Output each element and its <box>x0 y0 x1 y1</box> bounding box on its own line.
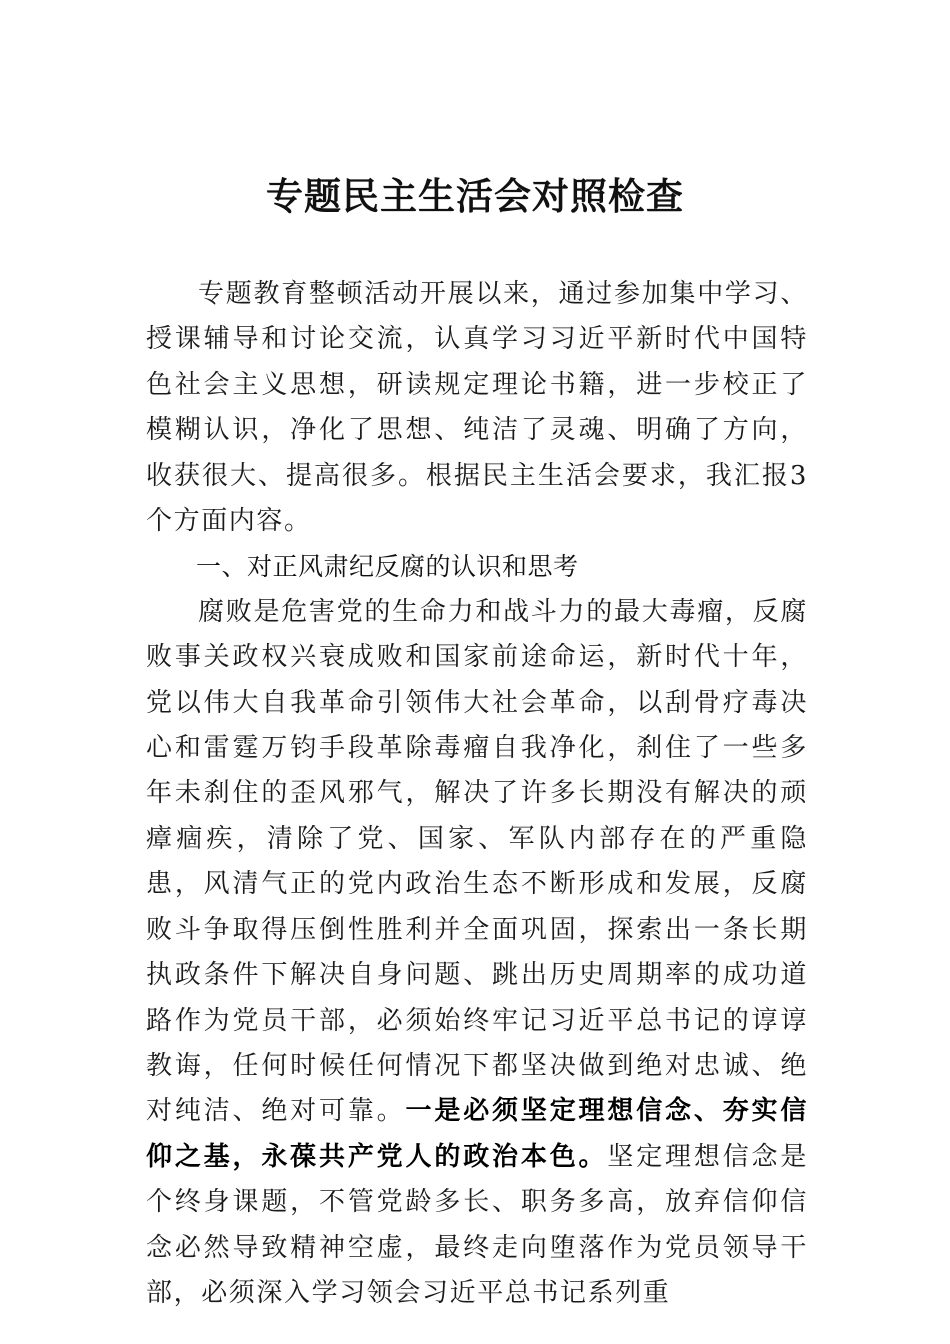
bold-point: 一是必须坚定理想信念、夯实信仰之基，永葆共产党人的政治本色。 <box>146 1096 808 1172</box>
section-heading: 一、对正风肃纪反腐的认识和思考 <box>196 552 579 582</box>
section-paragraph <box>146 590 808 1317</box>
document-title: 专题民主生活会对照检查 <box>266 174 684 218</box>
paragraph-text-continued: 坚定理想信念是个终身课题，不管党龄多长、职务多高，放弃信仰信念必然导致精神空虚，最终走向堕落作为党员领导干部，必须深入学习领会习近平总书记系列重 <box>146 1141 808 1308</box>
intro-paragraph: 专题教育整顿活动开展以来，通过参加集中学习、授课辅导和讨论交流，认真学习习近平新时代中国特色社会主义思想，研读规定理论书籍，进一步校正了模糊认识，净化了思想、纯洁了灵魂、明确了方向，收获很大、提高很多。根据民主生活会要求，我汇报3个方面内容。 <box>146 279 808 537</box>
document-body <box>146 272 808 1316</box>
paragraph-text: 腐败是危害党的生命力和战斗力的最大毒瘤，反腐败事关政权兴衰成败和国家前途命运，新时代十年，党以伟大自我革命引领伟大社会革命，以刮骨疗毒决心和雷霆万钧手段革除毒瘤自我净化，刹住了一些多年未刹住的歪风邪气，解决了许多长期没有解决的顽瘴痼疾，清除了党、国家、军队内部存在的严重隐患，风清气正的党内政治生态不断形成和发展，反腐败斗争取得压倒性胜利并全面巩固，探索出一条长期执政条件下解决自身问题、跳出历史周期率的成功道路作为党员干部，必须始终牢记习近平总书记的谆谆教诲，任何时候任何情况下都坚决做到绝对忠诚、绝对纯洁、绝对可靠。 <box>146 596 808 1127</box>
